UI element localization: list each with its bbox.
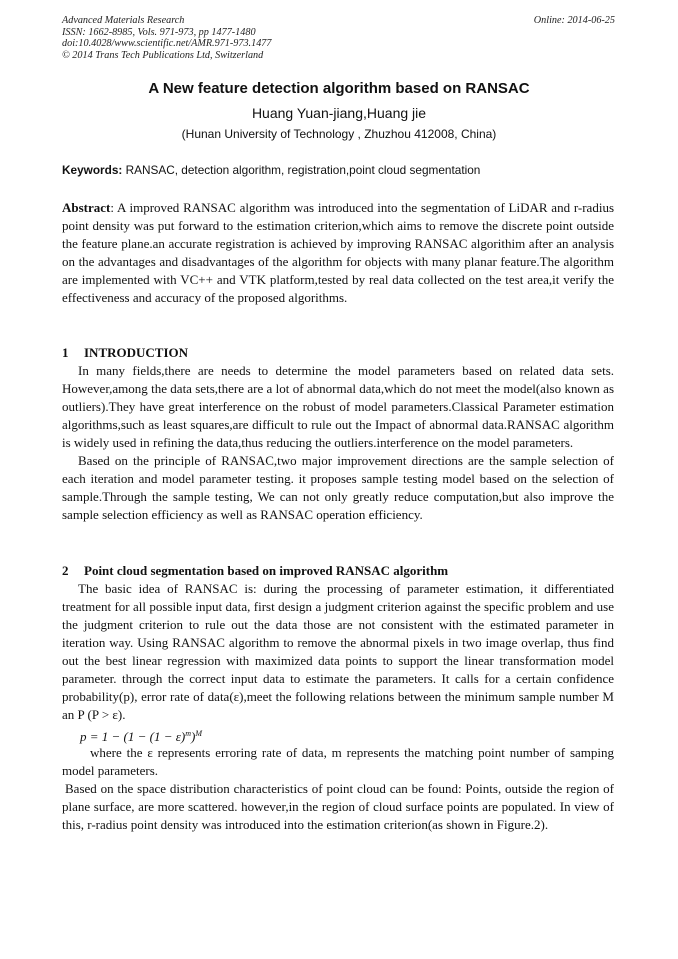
section-2-paragraph-2: Based on the space distribution characteristics of point cloud can be found: Points, outside the region of plane surface, are more scattered. however,in the region of cloud surface points are populated. In view of this, r-radius point density was introduced into the estimation criterion(as shown in Figure.2). xyxy=(62,781,614,832)
issn-line: ISSN: 1662-8985, Vols. 971-973, pp 1477-1480 xyxy=(62,26,256,38)
section-2-title: Point cloud segmentation based on improved RANSAC algorithm xyxy=(84,563,449,578)
paper-authors: Huang Yuan-jiang,Huang jie xyxy=(251,105,427,121)
section-1-title: INTRODUCTION xyxy=(84,345,189,360)
keywords-label: Keywords: xyxy=(62,163,123,177)
formula-exponent-M: M xyxy=(195,729,202,738)
formula-explanation: where the ε represents erroring rate of data, m represents the matching point number of samping model parameters. xyxy=(62,745,614,778)
formula-close: ) xyxy=(190,729,196,744)
abstract-label: Abstract xyxy=(62,200,111,215)
journal-header xyxy=(62,15,615,61)
journal-name: Advanced Materials Research xyxy=(62,15,185,26)
formula-main: p = 1 − (1 − (1 − ε) xyxy=(80,729,186,744)
section-1-heading xyxy=(62,344,614,362)
author-affiliation: (Hunan University of Technology , Zhuzhou 412008, China) xyxy=(181,127,497,141)
doi-line: doi:10.4028/www.scientific.net/AMR.971-973.1477 xyxy=(62,38,272,50)
online-date: Online: 2014-06-25 xyxy=(533,15,615,26)
ransac-formula xyxy=(62,724,614,744)
keywords-text: RANSAC, detection algorithm, registration,point cloud segmentation xyxy=(125,163,481,177)
abstract-text: : A improved RANSAC algorithm was introduced into the segmentation of LiDAR and r-radius point density was put forward to the estimation criterion,which aims to remove the discrete point outside the feature plane.an accurate registration is achieved by improving RANSAC algorithim after an analysis on the advantages and disadvantages of the algorithm for objects with many planar feature.The algorithm are implemented with VC++ and VTK platform,tested by real data collected on the test area,it verify the effectiveness and accuracy of the proposed algorithms. xyxy=(62,200,614,305)
section-2-number: 2 xyxy=(62,563,69,578)
keywords-line xyxy=(62,163,615,177)
intro-paragraph-2: Based on the principle of RANSAC,two major improvement directions are the sample selection of each iteration and model parameter testing. it proposes sample testing model based on the selection of sample.Through the sample testing, We can not only greatly reduce computation,but also improve the sample selection efficiency as well as RANSAC operation efficiency. xyxy=(62,453,614,522)
abstract xyxy=(62,199,614,307)
copyright-line: © 2014 Trans Tech Publications Ltd, Switzerland xyxy=(62,49,264,61)
section-2-paragraph-1: The basic idea of RANSAC is: during the processing of parameter estimation, it differentiated treatment for all possible input data, first design a judgment criterion against the specific problem and use the judgment criterion to rule out the data those are not consistent with the estimated parameter in iteration way. Using RANSAC algorithm to remove the abnormal pixels in two image overlap, thus find out the best linear regression with maximized data points to support the linear transformation model parameter. through the correct input data to estimate the parameters. It calls for a certain confidence probability(p), error rate of data(ε),meet the following relations between the minimum sample number M an P (P > ε). xyxy=(62,581,614,722)
section-introduction xyxy=(62,344,614,524)
section-2-heading xyxy=(62,562,614,580)
section-1-number: 1 xyxy=(62,345,69,360)
section-point-cloud xyxy=(62,562,614,834)
paper-title: A New feature detection algorithm based on RANSAC xyxy=(148,80,530,97)
formula-exponent-m: m xyxy=(185,729,191,738)
intro-paragraph-1: In many fields,there are needs to determine the model parameters based on related data sets. However,among the data sets,there are a lot of abnormal data,which do not meet the model(also known as outliers).They have great interference on the robust of model parameters.Classical Parameter estimation algorithms,such as least squares,are difficult to rule out the Impact of abnormal data.RANSAC algorithm is widely used in refining the data,thus reducing the outliers.interference on the model parameters. xyxy=(62,363,614,450)
